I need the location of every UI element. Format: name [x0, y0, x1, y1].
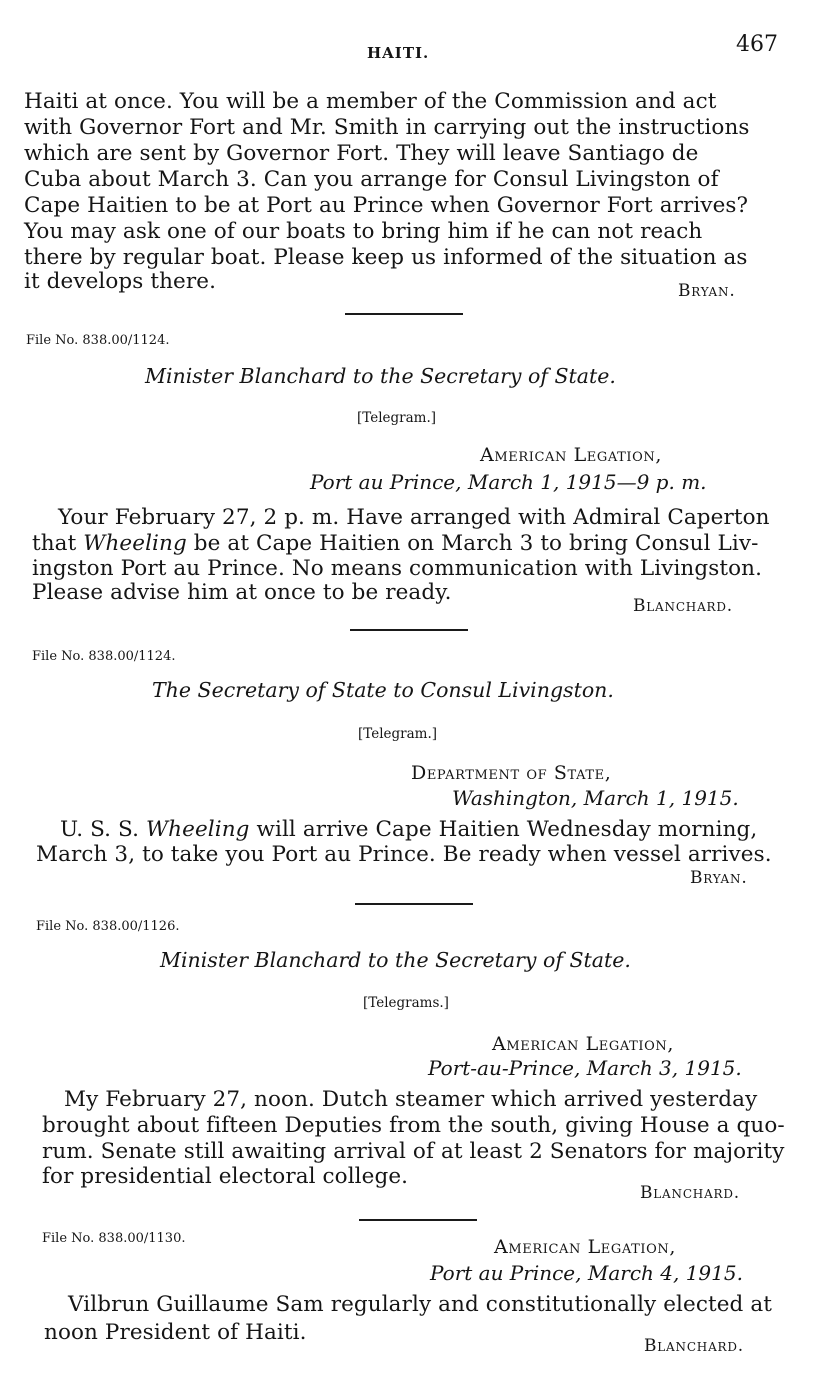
document-title: Minister Blanchard to the Secretary of State.	[145, 364, 616, 388]
text-line: ingston Port au Prince. No means communication with Livingston.	[32, 556, 763, 581]
text-line: Haiti at once. You will be a member of the Commission and act	[24, 89, 717, 114]
signature: Blanchard.	[640, 1183, 740, 1203]
section-divider	[350, 629, 468, 631]
page-number: 467	[736, 32, 778, 57]
place-date: Washington, March 1, 1915.	[452, 786, 739, 810]
text-line: there by regular boat. Please keep us informed of the situation as	[24, 245, 748, 270]
place-date: Port au Prince, March 1, 1915—9 p. m.	[310, 470, 707, 494]
running-title: HAITI.	[367, 44, 430, 62]
text-line: Your February 27, 2 p. m. Have arranged with Admiral Caperton	[58, 505, 770, 530]
text-line: which are sent by Governor Fort. They will leave Santiago de	[24, 141, 699, 166]
text-line: You may ask one of our boats to bring him if he can not reach	[24, 219, 703, 244]
place-date: Port au Prince, March 4, 1915.	[430, 1261, 743, 1285]
signature: Bryan.	[678, 281, 736, 301]
file-number: File No. 838.00/1126.	[36, 919, 180, 934]
sender-heading: American Legation,	[494, 1236, 677, 1258]
text-line: Vilbrun Guillaume Sam regularly and constitutionally elected at	[68, 1292, 773, 1317]
sender-heading: American Legation,	[480, 444, 663, 466]
text-line: March 3, to take you Port au Prince. Be ready when vessel arrives.	[36, 842, 772, 867]
text-line: with Governor Fort and Mr. Smith in carrying out the instructions	[24, 115, 750, 140]
section-divider	[355, 903, 473, 905]
text-line: Please advise him at once to be ready.	[32, 580, 452, 605]
text-line: that Wheeling be at Cape Haitien on March 3 to bring Consul Liv-	[32, 531, 759, 556]
file-number: File No. 838.00/1124.	[26, 333, 170, 348]
document-title: The Secretary of State to Consul Livingston.	[152, 678, 614, 702]
file-number: File No. 838.00/1124.	[32, 649, 176, 664]
signature: Blanchard.	[633, 596, 733, 616]
text-line: it develops there.	[24, 269, 217, 294]
section-divider	[359, 1219, 477, 1221]
text-line: noon President of Haiti.	[44, 1320, 307, 1345]
text-line: Cuba about March 3. Can you arrange for Consul Livingston of	[24, 167, 719, 192]
place-date: Port-au-Prince, March 3, 1915.	[428, 1056, 742, 1080]
telegram-label: [Telegram.]	[358, 726, 438, 742]
telegram-label: [Telegrams.]	[363, 995, 449, 1011]
signature: Blanchard.	[644, 1336, 744, 1356]
text-line: brought about fifteen Deputies from the south, giving House a quo-	[42, 1113, 785, 1138]
section-divider	[345, 313, 463, 315]
text-line: for presidential electoral college.	[42, 1164, 409, 1189]
file-number: File No. 838.00/1130.	[42, 1231, 186, 1246]
sender-heading: Department of State,	[411, 762, 612, 784]
document-title: Minister Blanchard to the Secretary of State.	[160, 948, 631, 972]
signature: Bryan.	[690, 868, 748, 888]
text-line: rum. Senate still awaiting arrival of at least 2 Senators for majority	[42, 1139, 785, 1164]
text-line: My February 27, noon. Dutch steamer which arrived yesterday	[64, 1087, 758, 1112]
text-line: U. S. S. Wheeling will arrive Cape Haitien Wednesday morning,	[60, 817, 758, 842]
sender-heading: American Legation,	[492, 1033, 675, 1055]
text-line: Cape Haitien to be at Port au Prince when Governor Fort arrives?	[24, 193, 749, 218]
telegram-label: [Telegram.]	[357, 410, 437, 426]
